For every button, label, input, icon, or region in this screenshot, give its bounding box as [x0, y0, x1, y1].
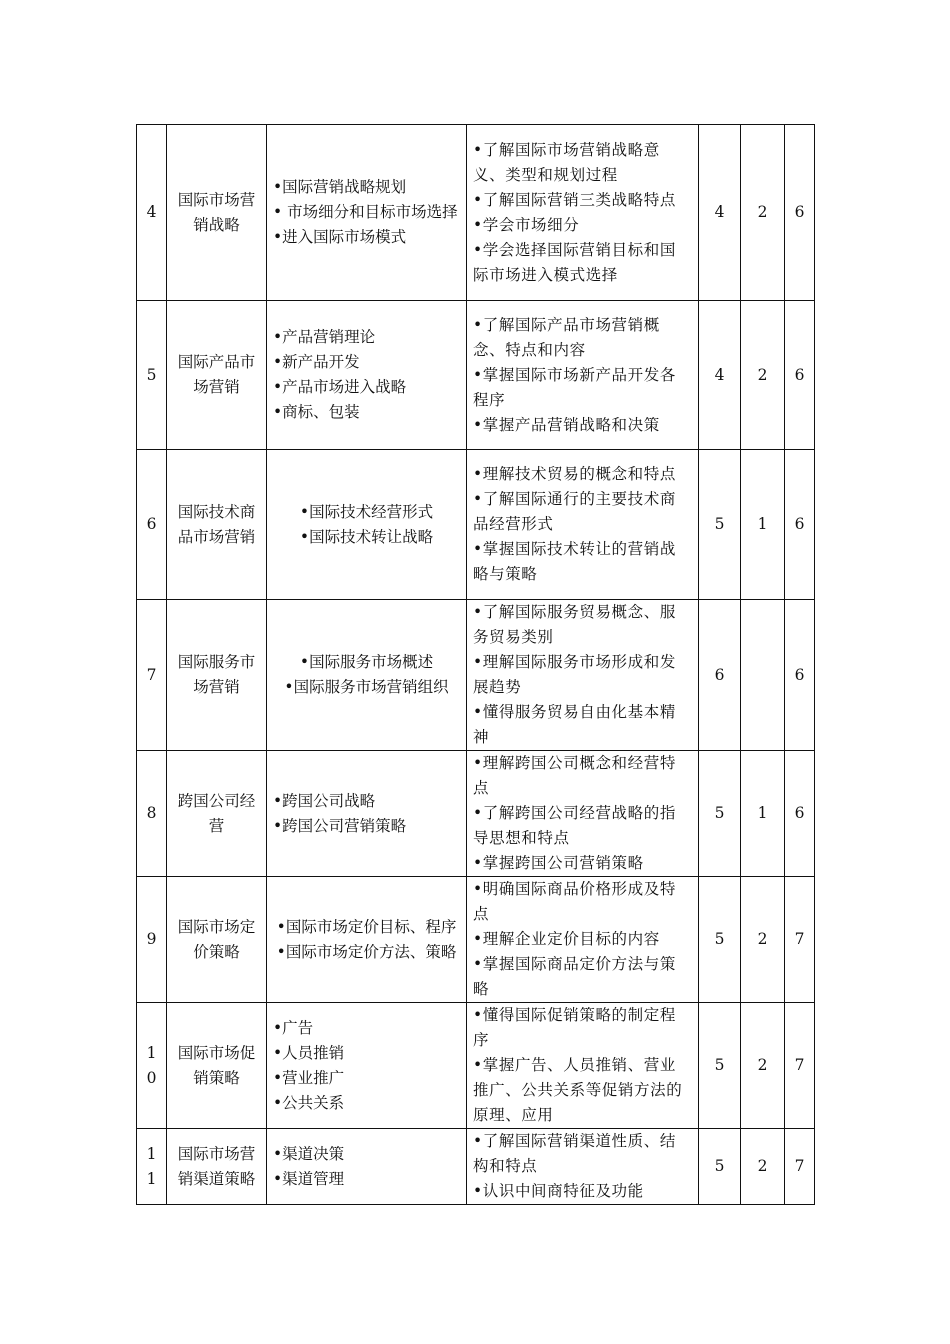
requirement-item: •掌握产品营销战略和决策 — [473, 415, 660, 434]
chapter-name-cell — [167, 301, 267, 450]
practice-hours-cell — [741, 1129, 785, 1205]
requirement-item: •掌握国际商品定价方法与策略 — [473, 955, 676, 998]
row-number-cell — [137, 600, 167, 751]
total-hours: 6 — [794, 665, 805, 684]
chapter-name: 国际市场营销战略 — [177, 190, 256, 234]
row-number: 5 — [146, 365, 157, 384]
practice-hours: 2 — [757, 930, 768, 948]
content-item: •国际技术经营形式 — [299, 502, 434, 521]
chapter-name: 国际市场定价策略 — [177, 917, 256, 961]
requirement-item: •懂得国际促销策略的制定程序 — [473, 1006, 676, 1049]
table-row — [137, 600, 815, 751]
practice-hours-cell — [741, 1003, 785, 1129]
requirement-item: •了解国际通行的主要技术商品经营形式 — [473, 490, 676, 533]
requirement-cell — [467, 877, 699, 1003]
table-body — [137, 125, 815, 1205]
chapter-name-cell — [167, 125, 267, 301]
requirement-item: •掌握跨国公司营销策略 — [473, 854, 644, 872]
requirement-item: •掌握国际技术转让的营销战略与策略 — [473, 540, 676, 583]
row-number-cell — [137, 877, 167, 1003]
total-hours-cell — [785, 450, 815, 600]
requirement-cell — [467, 751, 699, 877]
table-row — [137, 877, 815, 1003]
content-item: • 市场细分和目标市场选择 — [273, 203, 458, 221]
requirement-cell — [467, 125, 699, 301]
chapter-name: 国际市场促销策略 — [177, 1043, 256, 1087]
requirement-item: •学会市场细分 — [473, 215, 580, 234]
practice-hours: 2 — [757, 1157, 768, 1175]
lecture-hours-cell — [699, 450, 741, 600]
chapter-name-cell — [167, 600, 267, 751]
requirement-item: •学会选择国际营销目标和国际市场进入模式选择 — [473, 240, 676, 284]
row-number: 9 — [146, 930, 157, 948]
lecture-hours: 5 — [714, 515, 725, 533]
practice-hours-cell — [741, 125, 785, 301]
total-hours-cell — [785, 877, 815, 1003]
requirement-cell — [467, 1129, 699, 1205]
row-number-cell — [137, 1003, 167, 1129]
table-row — [137, 1003, 815, 1129]
requirement-item: •了解国际营销渠道性质、结构和特点 — [473, 1132, 676, 1175]
content-item: •产品市场进入战略 — [273, 378, 407, 396]
total-hours-cell — [785, 125, 815, 301]
requirement-item: •懂得服务贸易自由化基本精神 — [473, 703, 676, 746]
content-item: •国际营销战略规划 — [273, 178, 407, 196]
table-row — [137, 450, 815, 600]
content-item: •国际技术转让战略 — [299, 527, 434, 546]
content-cell — [267, 301, 467, 450]
chapter-name-cell — [167, 1003, 267, 1129]
row-number: 6 — [146, 515, 157, 533]
table-row — [137, 1129, 815, 1205]
practice-hours-cell — [741, 751, 785, 877]
total-hours-cell — [785, 751, 815, 877]
practice-hours-cell — [741, 450, 785, 600]
requirement-item: •了解国际产品市场营销概念、特点和内容 — [473, 315, 660, 359]
content-item: •商标、包装 — [273, 403, 360, 421]
total-hours: 7 — [794, 1157, 805, 1175]
total-hours: 6 — [794, 365, 805, 384]
chapter-name: 跨国公司经营 — [177, 791, 256, 835]
lecture-hours: 4 — [714, 365, 725, 384]
requirement-cell — [467, 450, 699, 600]
row-number: 10 — [146, 1043, 157, 1087]
content-item: •跨国公司营销策略 — [273, 816, 407, 835]
practice-hours: 1 — [757, 515, 768, 533]
table-row — [137, 301, 815, 450]
content-item: •进入国际市场模式 — [273, 228, 407, 246]
lecture-hours-cell — [699, 600, 741, 751]
row-number: 7 — [146, 665, 157, 684]
lecture-hours-cell — [699, 1129, 741, 1205]
practice-hours: 2 — [757, 365, 768, 384]
requirement-item: •理解企业定价目标的内容 — [473, 930, 660, 948]
requirement-item: •了解国际市场营销战略意义、类型和规划过程 — [473, 140, 660, 184]
requirement-item: •掌握国际市场新产品开发各程序 — [473, 365, 676, 409]
content-cell — [267, 125, 467, 301]
content-item: •广告 — [273, 1018, 314, 1037]
practice-hours: 2 — [757, 1056, 768, 1074]
total-hours-cell — [785, 1129, 815, 1205]
total-hours: 7 — [794, 1056, 805, 1074]
content-item: •国际服务市场营销组织 — [284, 678, 449, 696]
row-number: 11 — [146, 1144, 157, 1188]
content-item: •跨国公司战略 — [273, 791, 376, 810]
table-row — [137, 125, 815, 301]
lecture-hours-cell — [699, 301, 741, 450]
lecture-hours-cell — [699, 1003, 741, 1129]
requirement-cell — [467, 301, 699, 450]
row-number: 8 — [146, 804, 157, 822]
chapter-name-cell — [167, 877, 267, 1003]
content-cell — [267, 877, 467, 1003]
requirement-item: •了解跨国公司经营战略的指导思想和特点 — [473, 804, 676, 847]
practice-hours: 1 — [757, 804, 768, 822]
content-item: •营业推广 — [273, 1068, 345, 1087]
chapter-name: 国际产品市场营销 — [177, 353, 256, 396]
chapter-name: 国际市场营销渠道策略 — [177, 1144, 256, 1188]
total-hours: 7 — [794, 930, 805, 948]
row-number-cell — [137, 450, 167, 600]
lecture-hours-cell — [699, 877, 741, 1003]
chapter-name: 国际技术商品市场营销 — [177, 502, 256, 546]
practice-hours: 2 — [757, 203, 768, 221]
row-number-cell — [137, 1129, 167, 1205]
content-item: •公共关系 — [273, 1093, 345, 1112]
chapter-name-cell — [167, 1129, 267, 1205]
content-item: •产品营销理论 — [273, 328, 376, 346]
total-hours: 6 — [794, 515, 805, 533]
requirement-item: •了解国际服务贸易概念、服务贸易类别 — [473, 603, 676, 646]
practice-hours-cell — [741, 877, 785, 1003]
requirement-item: •认识中间商特征及功能 — [473, 1182, 644, 1200]
requirement-item: •理解国际服务市场形成和发展趋势 — [473, 653, 676, 696]
row-number-cell — [137, 301, 167, 450]
row-number: 4 — [146, 203, 157, 221]
content-cell — [267, 600, 467, 751]
total-hours: 6 — [794, 203, 805, 221]
content-item: •新产品开发 — [273, 353, 360, 371]
lecture-hours: 5 — [714, 1056, 725, 1074]
requirement-item: •明确国际商品价格形成及特点 — [473, 880, 676, 923]
lecture-hours-cell — [699, 125, 741, 301]
requirement-item: •了解国际营销三类战略特点 — [473, 190, 676, 209]
requirement-item: •掌握广告、人员推销、营业推广、公共关系等促销方法的原理、应用 — [473, 1056, 683, 1124]
table-row — [137, 751, 815, 877]
lecture-hours: 4 — [714, 203, 725, 221]
content-cell — [267, 751, 467, 877]
chapter-name-cell — [167, 450, 267, 600]
lecture-hours: 5 — [714, 930, 725, 948]
content-cell — [267, 450, 467, 600]
content-cell — [267, 1003, 467, 1129]
content-item: •渠道管理 — [273, 1169, 345, 1188]
total-hours-cell — [785, 1003, 815, 1129]
lecture-hours: 5 — [714, 1157, 725, 1175]
content-item: •国际市场定价目标、程序 — [276, 917, 457, 936]
practice-hours-cell — [741, 600, 785, 751]
content-cell — [267, 1129, 467, 1205]
chapter-name: 国际服务市场营销 — [177, 653, 256, 696]
practice-hours-cell — [741, 301, 785, 450]
row-number-cell — [137, 125, 167, 301]
content-item: •国际市场定价方法、策略 — [276, 942, 457, 961]
total-hours: 6 — [794, 804, 805, 822]
requirement-item: •理解技术贸易的概念和特点 — [473, 465, 676, 483]
lecture-hours-cell — [699, 751, 741, 877]
requirement-cell — [467, 1003, 699, 1129]
chapter-name-cell — [167, 751, 267, 877]
requirement-cell — [467, 600, 699, 751]
content-item: •人员推销 — [273, 1043, 345, 1062]
requirement-item: •理解跨国公司概念和经营特点 — [473, 754, 676, 797]
lecture-hours: 5 — [714, 804, 725, 822]
lecture-hours: 6 — [714, 665, 725, 684]
total-hours-cell — [785, 600, 815, 751]
row-number-cell — [137, 751, 167, 877]
syllabus-table — [136, 124, 815, 1205]
total-hours-cell — [785, 301, 815, 450]
content-item: •渠道决策 — [273, 1144, 345, 1163]
content-item: •国际服务市场概述 — [299, 653, 434, 671]
